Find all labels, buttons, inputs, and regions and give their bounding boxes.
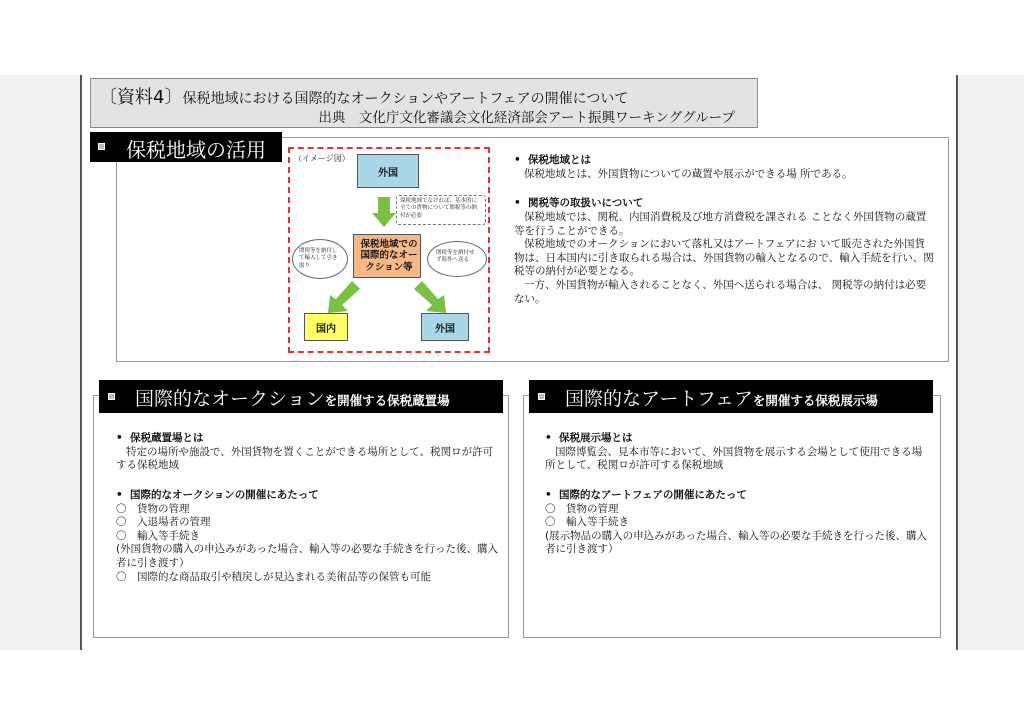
viewer-top-margin xyxy=(0,0,1024,75)
bullet-heading xyxy=(116,489,498,503)
bonded-auction-box: 保税地域での国際的なオークション等 xyxy=(353,234,421,278)
list-item: (展示物品の購入の申込みがあった場合、輸入等の必要な手続きを行った後、購入者に引き渡す） xyxy=(545,529,927,556)
paragraph: 保税地域では、関税、内国消費税及び地方消費税を課される ことなく外国貨物の蔵置等を行うことができる。 xyxy=(514,210,927,237)
list-item: 〇 輸入等手続き xyxy=(116,529,200,542)
paragraph: 一方、外国貨物が輸入されることなく、外国へ送られる場合は、 関税等の納付は必要ない。 xyxy=(514,279,927,305)
bonded-area-text xyxy=(514,154,934,306)
section-title-text: 保税地域の活用 xyxy=(126,138,266,162)
paragraph: 保税地域でのオークションにおいて落札又はアートフェアにお いて販売された外国貨物は、日本国内に引き取られる場合は、外国貨物の輸入となるので、輸入手続を行い、関税等の納付が必要となる。 xyxy=(514,238,934,278)
list-item: 〇 国際的な商品取引や積戻しが見込まれる美術品等の保管も可能 xyxy=(116,570,431,583)
bullet-dot-icon: • xyxy=(545,432,552,444)
paragraph: 特定の場所や施設で、外国貨物を置くことができる場所として、税関ロが許可する保税地域 xyxy=(116,445,494,472)
arrow-down-left-icon xyxy=(328,281,360,313)
bullet-dot-icon: • xyxy=(545,488,552,501)
arrow-down-icon xyxy=(372,197,396,227)
square-bullet-icon xyxy=(108,393,115,400)
list-item: 〇 入退場者の管理 xyxy=(116,516,211,529)
section-title-text: 国際的なオークションを開催する保税蔵置場 xyxy=(135,388,450,410)
section-title-auction xyxy=(99,380,503,413)
image-diagram xyxy=(288,147,490,353)
list-item: 〇 輸入等手続き xyxy=(545,516,629,529)
list-item: 〇 貨物の管理 xyxy=(116,502,190,515)
section-title-artfair xyxy=(529,380,933,413)
bullet-dot-icon: • xyxy=(514,154,521,166)
bullet-title: 保税地域とは xyxy=(528,154,591,166)
bullet-heading xyxy=(514,154,934,168)
auction-text xyxy=(116,432,498,584)
bullet-title: 保税展示場とは xyxy=(559,432,633,444)
square-bullet-icon xyxy=(98,143,105,150)
callout-left: 関税等を納付して輸入して引き取り xyxy=(292,239,348,279)
foreign-box-bottom: 外国 xyxy=(421,313,469,341)
arrow-down-right-icon xyxy=(414,281,446,313)
callout-right: 関税等を納付せず海外へ送る xyxy=(427,241,487,277)
bullet-dot-icon: • xyxy=(514,197,521,210)
square-bullet-icon xyxy=(538,393,545,400)
bullet-title: 保税蔵置場とは xyxy=(130,432,204,444)
section-title-text: 国際的なアートフェアを開催する保税展示場 xyxy=(565,388,878,410)
viewer-right-margin xyxy=(958,75,1024,650)
artfair-text xyxy=(545,432,930,557)
callout-top: 保税地域でなければ、基本的に全ての貨物について関税等の納付が必要 xyxy=(396,195,486,225)
image-label: （イメージ図） xyxy=(294,154,350,163)
paragraph: 保税地域とは、外国貨物についての蔵置や展示ができる場 所である。 xyxy=(524,167,853,180)
domestic-box: 国内 xyxy=(304,313,348,341)
list-item: (外国貨物の購入の申込みがあった場合、輸入等の必要な手続きを行った後、購入者に引き渡す） xyxy=(116,543,498,570)
bullet-heading xyxy=(514,197,934,211)
bullet-title: 関税等の取扱いについて xyxy=(528,197,644,210)
viewer-left-margin xyxy=(0,75,80,650)
viewer-bottom-margin xyxy=(0,650,1024,724)
bullet-dot-icon: • xyxy=(116,488,123,501)
material-number: 〔資料4〕 xyxy=(99,87,183,108)
bullet-heading xyxy=(545,432,930,446)
bullet-title: 国際的なオークションの開催にあたって xyxy=(130,488,319,501)
foreign-box-top: 外国 xyxy=(357,154,419,188)
bullet-dot-icon: • xyxy=(116,432,123,444)
header-title: 保税地域における国際的なオークションやアートフェアの開催について xyxy=(182,91,629,107)
bullet-title: 国際的なアートフェアの開催にあたって xyxy=(559,488,747,501)
header-source: 出典 文化庁文化審議会文化経済部会アート振興ワーキンググループ xyxy=(318,110,735,126)
bullet-heading xyxy=(116,432,498,446)
document-header xyxy=(90,78,758,128)
section-title-bonded-area xyxy=(90,132,282,162)
bullet-heading xyxy=(545,489,930,503)
list-item: 〇 貨物の管理 xyxy=(545,502,619,515)
paragraph: 国際博覧会、見本市等において、外国貨物を展示する会場として使用できる場所として、税関ロが許可する保税地域 xyxy=(545,445,923,472)
